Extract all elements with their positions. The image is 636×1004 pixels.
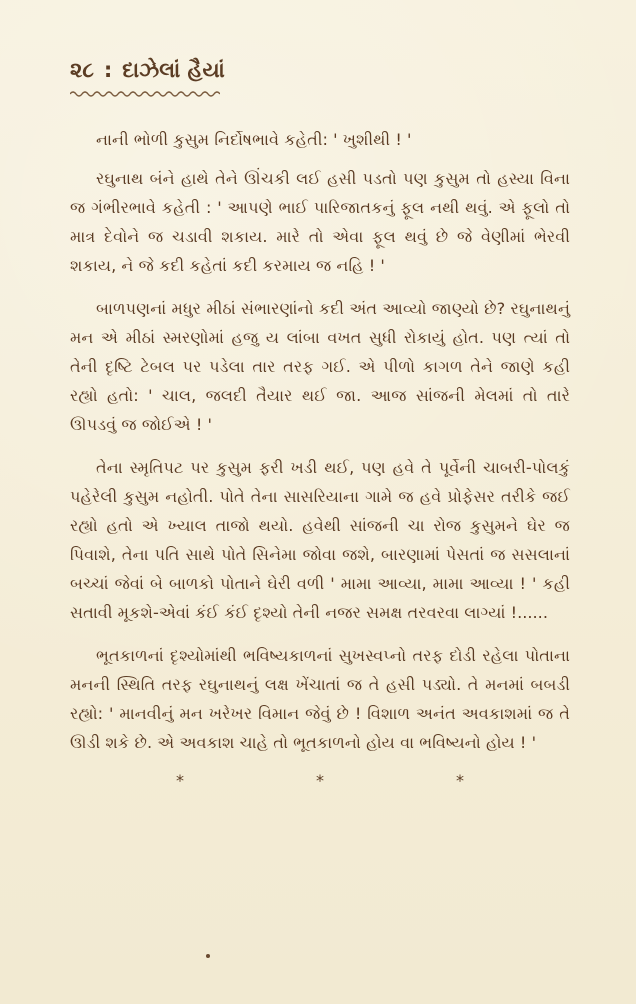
paragraph-5: ભૂતકાળનાં દૃશ્યોમાંથી ભવિષ્યકાળનાં સુખસ્વપ્નો તરફ દોડી રહેલા પોતાના મનની સ્થિતિ તરફ રઘુનાથનું લક્ષ ખેંચાતાં જ તે હસી પડ્યો. તે મનમાં બબડી રહ્યો: ' માનવીનું મન ખરેખર વિમાન જેવું છે ! વિશાળ અનંત અવકાશમાં જ તે ઊડી શકે છે. એ અવકાશ ચાહે તો ભૂતકાળનો હોય વા ભવિષ્યનો હોય ! '	[70, 646, 570, 752]
section-break-star: *	[176, 771, 184, 790]
wavy-underline	[70, 89, 220, 99]
paragraph-2: રઘુનાથ બંને હાથે તેને ઊંચકી લઈ હસી પડતો પણ કુસુમ તો હસ્યા વિના જ ગંભીરભાવે કહેતી : ' આપણે ભાઈ પારિજાતકનું ફૂલ નથી થવું. એ ફૂલો તો માત્ર દેવોને જ ચડાવી શકાય. મારે તો એવા ફૂલ થવું છે જે વેણીમાં ભેરવી શકાય, ને જે કદી કહેતાં કદી કરમાય જ નહિ ! '	[70, 169, 570, 275]
paragraph-3: બાળપણનાં મધુર મીઠાં સંભારણાંનો કદી અંત આવ્યો જાણ્યો છે? રઘુનાથનું મન એ મીઠાં સ્મરણોમાં હજુ ય લાંબા વખત સુધી રોકાયું હોત. પણ ત્યાં તો તેની દૃષ્ટિ ટેબલ પર પડેલા તાર તરફ ગઈ. એ પીળો કાગળ તેને જાણે કહી રહ્યો હતો: ' ચાલ, જલદી તૈયાર થઈ જા. આજ સાંજની મેલમાં તો તારે ઊપડવું જ જોઈએ ! '	[70, 299, 570, 434]
paragraph-1: નાની ભોળી કુસુમ નિર્દોષભાવે કહેતી: ' ખુશીથી ! '	[96, 130, 412, 149]
running-header	[70, 58, 570, 83]
section-break	[110, 771, 530, 790]
paragraph-4: તેના સ્મૃતિપટ પર કુસુમ ફરી ખડી થઈ, પણ હવે તે પૂર્વેની ચાબરી-પોલકું પહેરેલી કુસુમ નહોતી. પોતે તેના સાસરિયાના ગામે જ હવે પ્રોફેસર તરીકે જઈ રહ્યો હતો એ ખ્યાલ તાજો થયો. હવેથી સાંજની ચા રોજ કુસુમને ઘેર જ પિવાશે, તેના પતિ સાથે પોતે સિનેમા જોવા જશે, બારણામાં પેસતાં જ સસલાનાં બચ્ચાં જેવાં બે બાળકો પોતાને ઘેરી વળી ' મામા આવ્યા, મામા આવ્યા ! ' કહી સતાવી મૂકશે-એવાં કંઈ કંઈ દૃશ્યો તેની નજર સમક્ષ તરવરવા લાગ્યાં !......	[70, 458, 570, 622]
ink-speck	[206, 954, 210, 958]
section-break-star: *	[316, 771, 324, 790]
section-break-star: *	[456, 771, 464, 790]
header-separator: :	[103, 58, 113, 82]
page-number: ૨૮	[70, 58, 94, 82]
chapter-title: દાઝેલાં હૈયાં	[122, 58, 225, 82]
